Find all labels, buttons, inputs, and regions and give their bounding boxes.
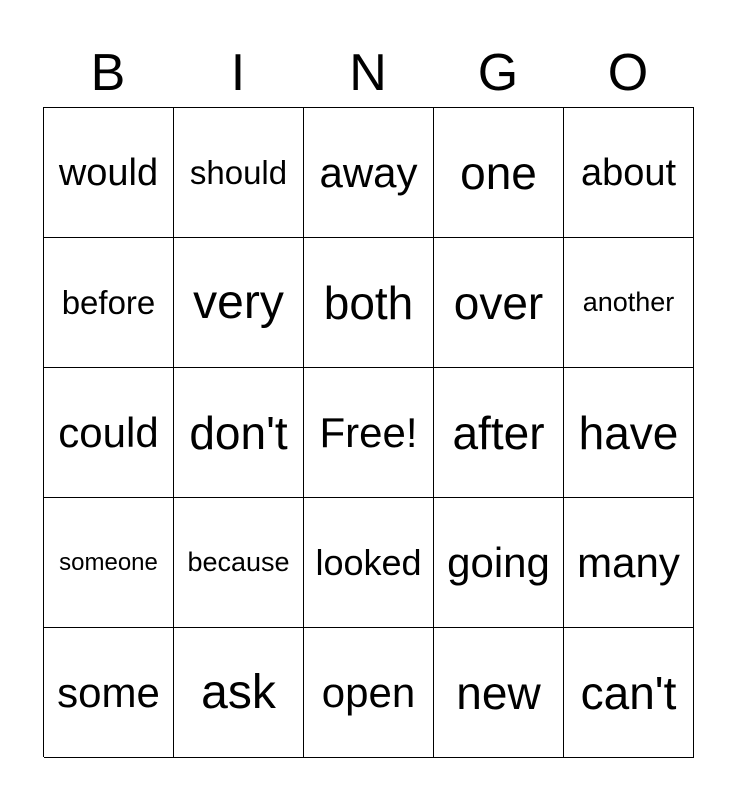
bingo-cell[interactable]: after (434, 368, 564, 498)
bingo-header (43, 40, 693, 106)
bingo-cell[interactable]: looked (304, 498, 434, 628)
bingo-cell[interactable]: away (304, 108, 434, 238)
bingo-cell[interactable]: going (434, 498, 564, 628)
bingo-cell[interactable]: over (434, 238, 564, 368)
bingo-cell[interactable]: very (174, 238, 304, 368)
header-letter-o: O (607, 44, 649, 102)
bingo-cell[interactable]: ask (174, 628, 304, 758)
header-letter-i: I (230, 44, 246, 102)
header-letter-g: G (477, 44, 519, 102)
bingo-cell[interactable]: open (304, 628, 434, 758)
bingo-cell[interactable]: don't (174, 368, 304, 498)
bingo-cell[interactable]: because (174, 498, 304, 628)
bingo-cell[interactable]: another (564, 238, 694, 368)
bingo-card-grid (43, 107, 694, 757)
bingo-cell[interactable]: before (44, 238, 174, 368)
bingo-cell[interactable]: would (44, 108, 174, 238)
bingo-cell[interactable]: should (174, 108, 304, 238)
bingo-cell[interactable]: about (564, 108, 694, 238)
bingo-cell[interactable]: many (564, 498, 694, 628)
bingo-cell[interactable]: some (44, 628, 174, 758)
bingo-cell[interactable]: new (434, 628, 564, 758)
header-letter-n: N (349, 44, 387, 102)
bingo-cell[interactable]: one (434, 108, 564, 238)
bingo-cell[interactable]: both (304, 238, 434, 368)
bingo-cell[interactable]: can't (564, 628, 694, 758)
bingo-cell[interactable]: could (44, 368, 174, 498)
header-letter-b: B (90, 44, 126, 102)
free-space-cell[interactable]: Free! (304, 368, 434, 498)
bingo-cell[interactable]: someone (44, 498, 174, 628)
bingo-cell[interactable]: have (564, 368, 694, 498)
